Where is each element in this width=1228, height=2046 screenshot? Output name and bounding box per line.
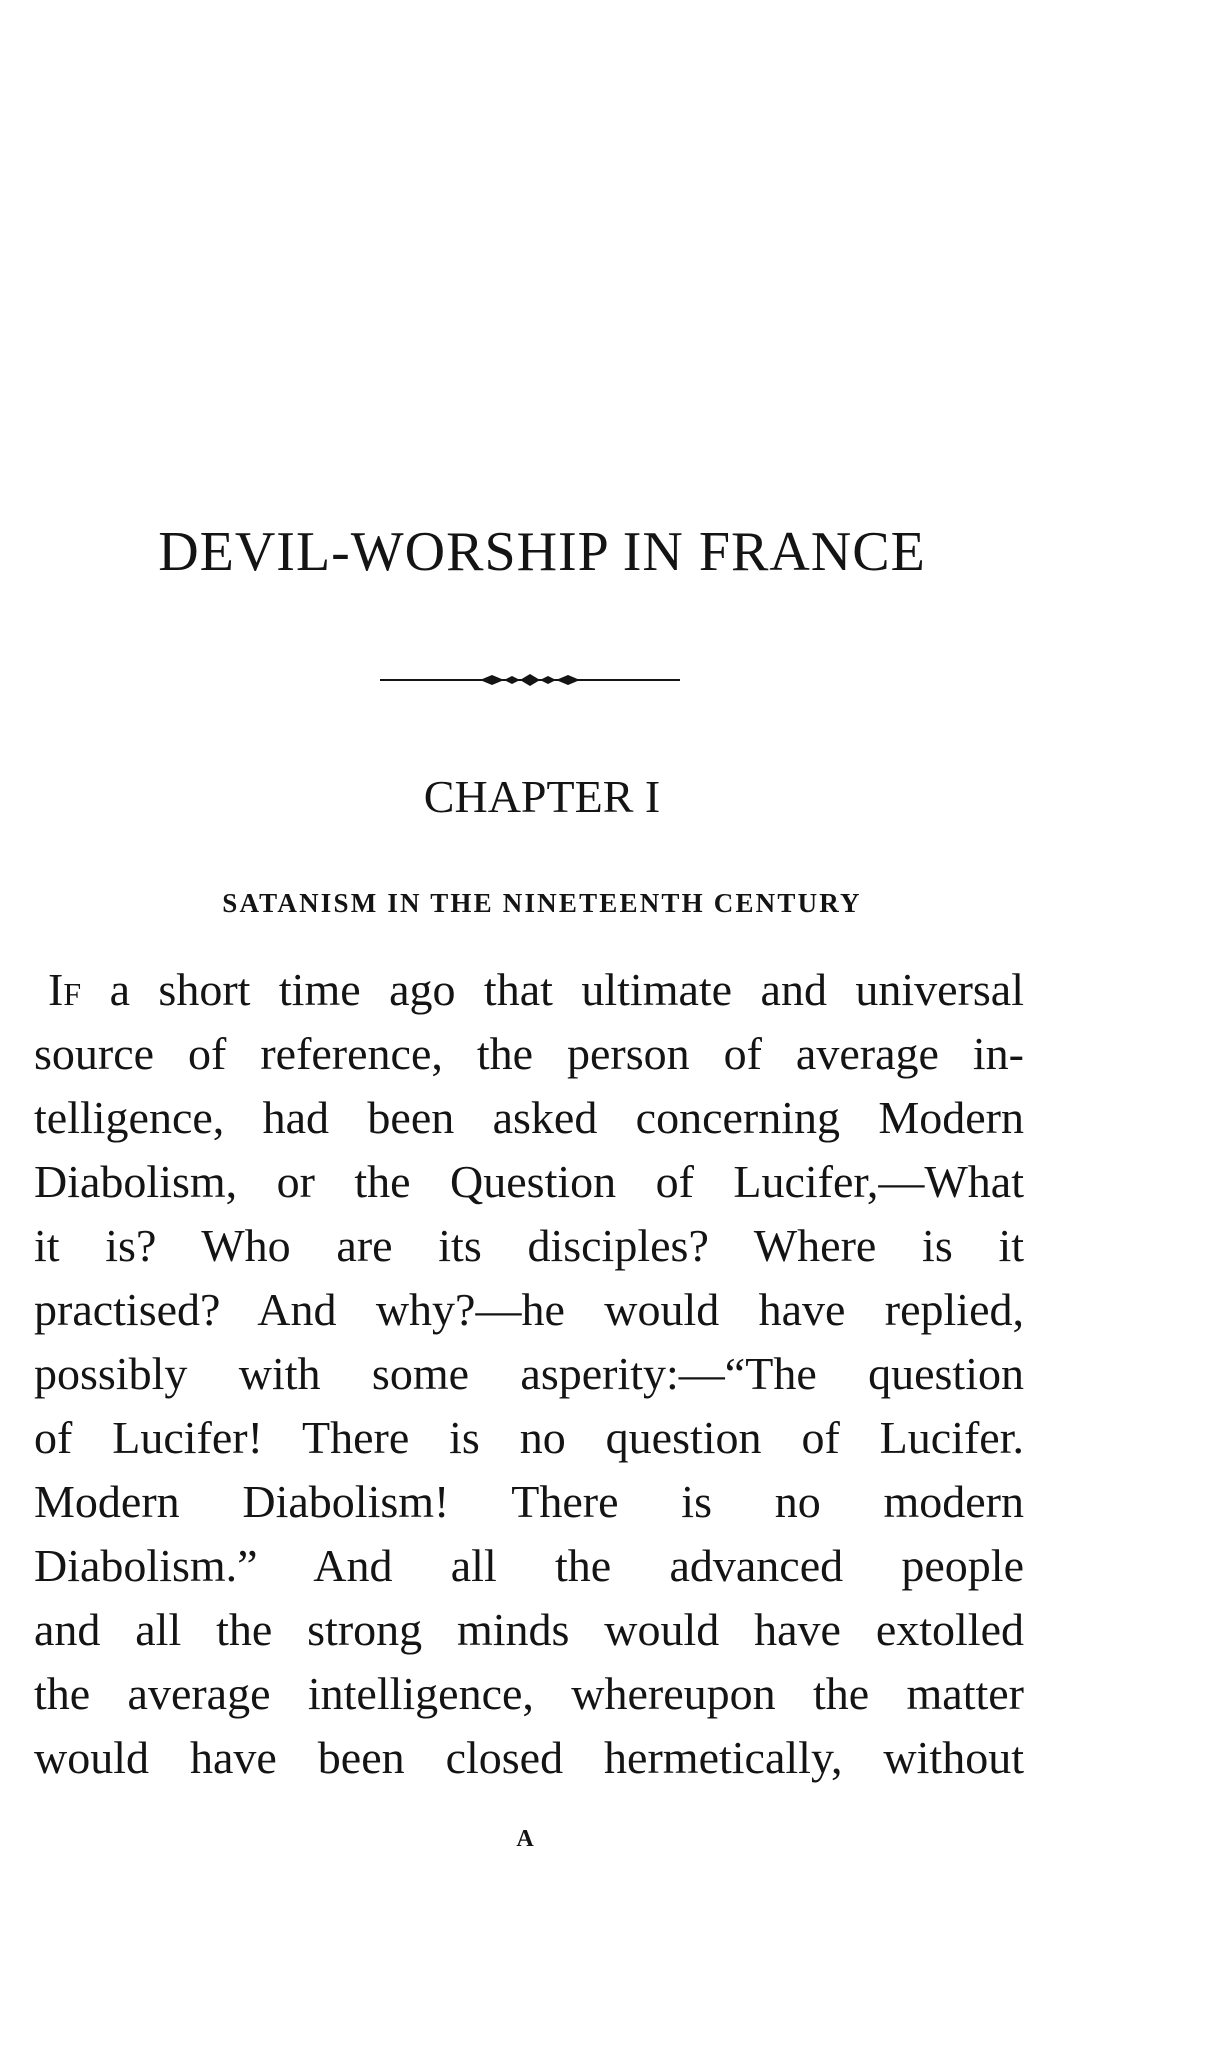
chapter-heading: CHAPTER I <box>423 771 661 822</box>
chapter-subtitle: SATANISM IN THE NINETEENTH CENTURY <box>222 888 862 918</box>
drop-word: If <box>48 964 82 1015</box>
text-line: source of reference, the person of average in- <box>34 1028 1024 1079</box>
book-title: DEVIL-WORSHIP IN FRANCE <box>158 521 926 583</box>
body-text <box>34 958 1024 1790</box>
text-line: Diabolism.” And all the advanced people <box>34 1540 1024 1591</box>
text-line <box>34 958 1024 1022</box>
text-line: and all the strong minds would have extolled <box>34 1604 1024 1655</box>
text-line: telligence, had been asked concerning Modern <box>34 1092 1024 1143</box>
text-line: Diabolism, or the Question of Lucifer,—What <box>34 1156 1024 1207</box>
ornament-divider <box>380 672 680 688</box>
text-line: the average intelligence, whereupon the matter <box>34 1668 1024 1719</box>
text-line: possibly with some asperity:—“The question <box>34 1348 1024 1399</box>
text-line: would have been closed hermetically, without <box>34 1732 1024 1783</box>
text-line: of Lucifer! There is no question of Lucifer. <box>34 1412 1024 1463</box>
signature-mark: A <box>516 1826 534 1852</box>
text-line: practised? And why?—he would have replied, <box>34 1284 1024 1335</box>
text-line-content: a short time ago that ultimate and universal <box>109 964 1025 1015</box>
text-line: Modern Diabolism! There is no modern <box>34 1476 1024 1527</box>
text-line: it is? Who are its disciples? Where is it <box>34 1220 1024 1271</box>
